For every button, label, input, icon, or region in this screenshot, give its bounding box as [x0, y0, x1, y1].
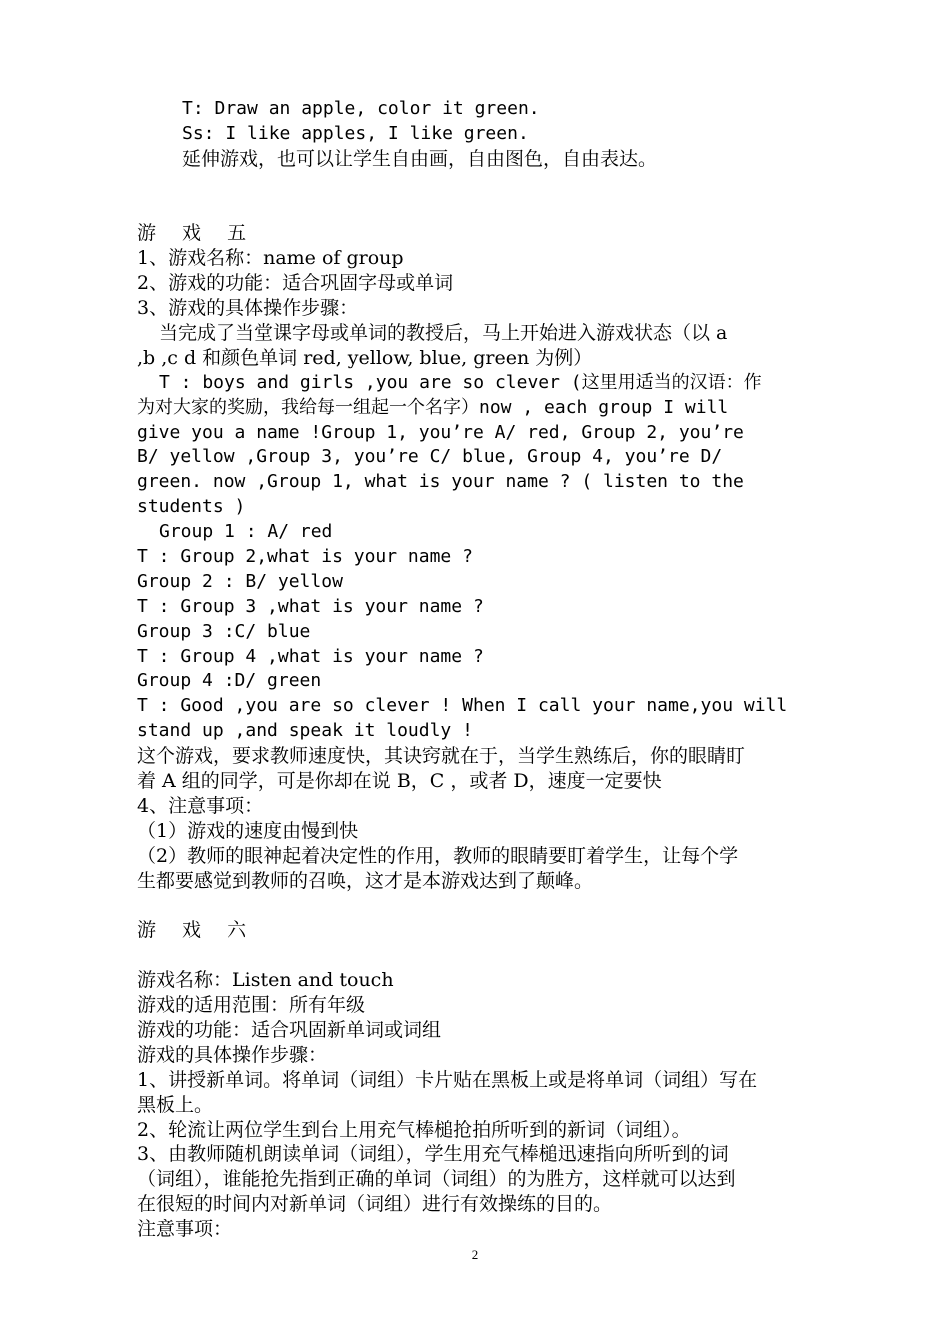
step-item: 2、轮流让两位学生到台上用充气棒槌抢拍所听到的新词（词组）。 — [137, 1118, 691, 1141]
dialogue-line: T : Good ,you are so clever ! When I call your name,you will — [137, 695, 788, 717]
paragraph-line: students ) — [137, 496, 246, 518]
step-item: 1、讲授新单词。将单词（词组）卡片贴在黑板上或是将单词（词组）写在 — [137, 1068, 758, 1091]
game-name: 游戏名称：Listen and touch — [137, 969, 394, 992]
step-item: 黑板上。 — [137, 1093, 214, 1116]
notes-heading: 4、注意事项： — [137, 794, 264, 817]
notes-heading: 注意事项： — [137, 1218, 233, 1241]
paragraph-line: 当完成了当堂课字母或单词的教授后，马上开始进入游戏状态（以 a — [159, 322, 728, 345]
page-number: 2 — [471, 1247, 479, 1262]
paragraph-line: B/ yellow ,Group 3, you’re C/ blue, Group 4, you’re D/ — [137, 446, 723, 468]
dialogue-line: T : Group 4 ,what is your name ? — [137, 645, 484, 667]
section-heading-game-6: 游 戏 六 — [137, 919, 257, 942]
dialogue-line: T : Group 2,what is your name ? — [137, 546, 473, 568]
note-item: （1）游戏的速度由慢到快 — [137, 819, 359, 842]
dialogue-line: Group 3 :C/ blue — [137, 620, 311, 642]
step-item: 3、由教师随机朗读单词（词组），学生用充气棒槌迅速指向所听到的词 — [137, 1143, 729, 1166]
paragraph-line: 为对大家的奖励，我给每一组起一个名字）now , each group I will — [137, 396, 729, 418]
paragraph-line: green. now ,Group 1, what is your name ? ( listen to the — [137, 471, 744, 493]
paragraph-line: T : boys and girls ,you are so clever (这里用适当的汉语：作 — [159, 371, 762, 393]
step-item: 在很短的时间内对新单词（词组）进行有效操练的目的。 — [137, 1193, 613, 1216]
paragraph-line: 这个游戏，要求教师速度快，其诀窍就在于，当学生熟练后，你的眼睛盯 — [137, 745, 746, 768]
game-function: 游戏的功能：适合巩固新单词或词组 — [137, 1018, 442, 1041]
dialogue-line: T: Draw an apple, color it green. — [182, 98, 540, 119]
paragraph-line: 着 A 组的同学，可是你却在说 B，C ，或者 D，速度一定要快 — [137, 770, 662, 793]
paragraph-line: ,b ,c d 和颜色单词 red, yellow, blue, green 为例） — [137, 346, 593, 369]
dialogue-line: Group 1 : A/ red — [159, 521, 333, 543]
game-name: 1、游戏名称：name of group — [137, 247, 404, 270]
document-body — [137, 97, 815, 1242]
game-steps-heading: 3、游戏的具体操作步骤： — [137, 297, 359, 320]
dialogue-line: Group 2 : B/ yellow — [137, 570, 343, 592]
paragraph-line: give you a name !Group 1, you’re A/ red, Group 2, you’re — [137, 421, 744, 443]
paragraph-line: 延伸游戏，也可以让学生自由画，自由图色，自由表达。 — [182, 147, 658, 170]
section-heading-game-5: 游 戏 五 — [137, 222, 257, 245]
game-function: 2、游戏的功能：适合巩固字母或单词 — [137, 272, 454, 295]
game-scope: 游戏的适用范围：所有年级 — [137, 994, 366, 1017]
step-item: （词组），谁能抢先指到正确的单词（词组）的为胜方，这样就可以达到 — [137, 1168, 736, 1191]
dialogue-line: T : Group 3 ,what is your name ? — [137, 595, 484, 617]
dialogue-line: stand up ,and speak it loudly ! — [137, 720, 473, 742]
note-item: 生都要感觉到教师的召唤，这才是本游戏达到了颠峰。 — [137, 869, 594, 892]
dialogue-line: Ss: I like apples, I like green. — [182, 122, 529, 144]
dialogue-line: Group 4 :D/ green — [137, 670, 322, 692]
game-steps-heading: 游戏的具体操作步骤： — [137, 1043, 328, 1066]
note-item: （2）教师的眼神起着决定性的作用，教师的眼睛要盯着学生，让每个学 — [137, 844, 739, 867]
